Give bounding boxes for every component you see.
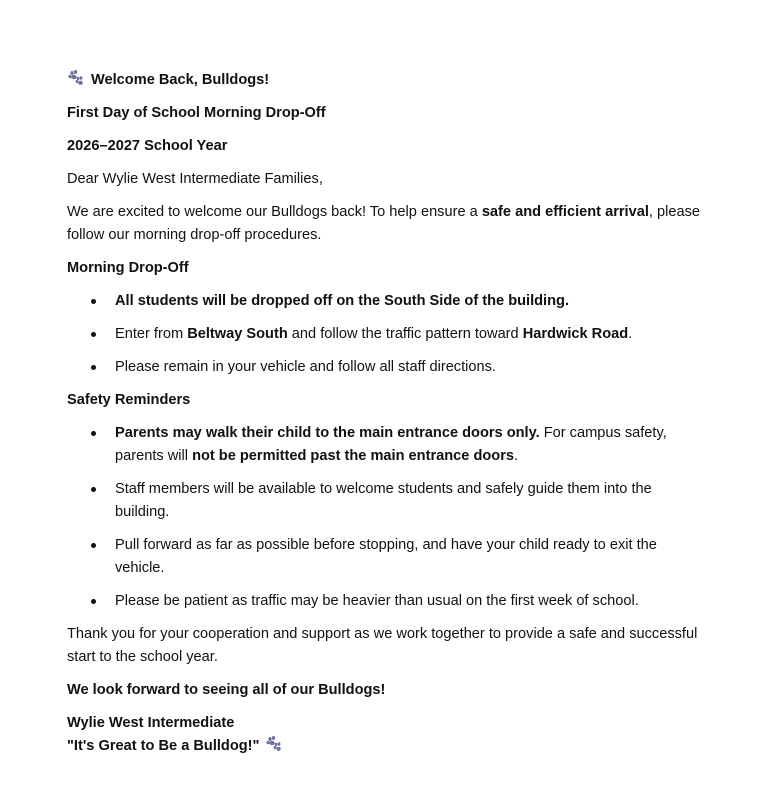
thank-you-paragraph: Thank you for your cooperation and support as we work together to provide a safe and successful start to the school year. (67, 626, 698, 665)
dropoff-item-1: All students will be dropped off on the South Side of the building. (115, 293, 569, 309)
safety-item-1-text-1: For campus safety, parents will (115, 425, 667, 464)
motto-line (67, 735, 707, 758)
list-item (67, 590, 707, 613)
welcome-heading (67, 69, 707, 92)
bullet-icon (91, 299, 96, 304)
safety-item-4: Please be patient as traffic may be heavier than usual on the first week of school. (115, 593, 639, 609)
safety-item-1-bold-2: not be permitted past the main entrance doors (192, 448, 514, 464)
safety-item-1-text-2: . (514, 448, 519, 464)
intro-text-1: We are excited to welcome our Bulldogs back! To help ensure a (67, 204, 482, 220)
motto-text: "It's Great to Be a Bulldog!" (67, 738, 260, 754)
school-year: 2026–2027 School Year (67, 138, 228, 154)
bullet-icon (91, 332, 96, 337)
intro-paragraph (67, 201, 707, 247)
dropoff-item-3: Please remain in your vehicle and follow all staff directions. (115, 359, 496, 375)
safety-list (67, 422, 707, 613)
dropoff-item-2-text-3: . (628, 326, 633, 342)
list-item (67, 422, 707, 468)
list-item (67, 290, 707, 313)
bullet-icon (91, 431, 96, 436)
list-item (67, 356, 707, 379)
welcome-text: Welcome Back, Bulldogs! (91, 72, 270, 88)
list-item (67, 478, 707, 524)
dropoff-list (67, 290, 707, 379)
safety-item-1-bold-1: Parents may walk their child to the main entrance doors only. (115, 425, 540, 441)
look-forward-line: We look forward to seeing all of our Bulldogs! (67, 682, 386, 698)
bullet-icon (91, 543, 96, 548)
event-title: First Day of School Morning Drop-Off (67, 105, 326, 121)
letter-body (67, 69, 707, 768)
safety-item-2: Staff members will be available to welcome students and safely guide them into the building. (115, 481, 652, 520)
dropoff-item-2-text-1: Enter from (115, 326, 188, 342)
list-item (67, 534, 707, 580)
dropoff-item-2-text-2: and follow the traffic pattern toward (287, 326, 523, 342)
safety-section-title: Safety Reminders (67, 392, 191, 408)
greeting: Dear Wylie West Intermediate Families, (67, 171, 323, 187)
hardwick-road: Hardwick Road (522, 326, 629, 342)
safety-item-3: Pull forward as far as possible before stopping, and have your child ready to exit the vehicle. (115, 537, 657, 576)
paw-prints-icon (265, 736, 283, 752)
paw-prints-icon (67, 70, 85, 86)
dropoff-section-title: Morning Drop-Off (67, 260, 189, 276)
beltway-south: Beltway South (187, 326, 288, 342)
intro-emphasis: safe and efficient arrival (481, 204, 649, 220)
intro-text-2: , please follow our morning drop-off procedures. (67, 204, 701, 243)
list-item (67, 323, 707, 346)
bullet-icon (91, 487, 96, 492)
bullet-icon (91, 599, 96, 604)
bullet-icon (91, 365, 96, 370)
school-signature: Wylie West Intermediate (67, 715, 235, 731)
